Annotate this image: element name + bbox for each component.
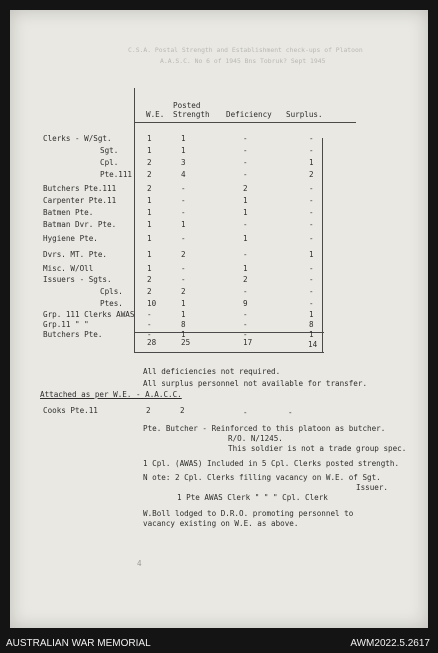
row-label: Pte.111: [100, 170, 133, 179]
row-deficiency: 1: [243, 208, 248, 217]
row-deficiency: -: [243, 320, 248, 329]
col-header-we: W.E.: [146, 110, 165, 119]
page-mark: 4: [137, 559, 142, 568]
row-label: Cpls.: [100, 287, 123, 296]
col-header-deficiency: Deficiency: [226, 110, 272, 119]
total-surplus: 14: [308, 340, 318, 349]
row-posted: -: [181, 196, 186, 205]
row-posted: 2: [181, 250, 186, 259]
row-deficiency: -: [243, 146, 248, 155]
remark-lodged-1: W.Boll lodged to D.R.O. promoting personnel to: [143, 509, 354, 518]
row-label: Grp.11 " ": [43, 320, 89, 329]
row-posted: 8: [181, 320, 186, 329]
total-rule-bottom: [134, 352, 324, 353]
row-posted: -: [181, 275, 186, 284]
row-surplus: 8: [309, 320, 314, 329]
remark-note-2: Issuer.: [356, 483, 389, 492]
row-deficiency: -: [243, 310, 248, 319]
row-surplus: -: [309, 287, 314, 296]
row-deficiency: -: [243, 330, 248, 339]
row-label: Grp. 111 Clerks AWAS: [43, 310, 135, 319]
row-deficiency: -: [243, 287, 248, 296]
row-deficiency: -: [243, 158, 248, 167]
row-label: Hygiene Pte.: [43, 234, 98, 243]
remark-awas: 1 Cpl. (AWAS) Included in 5 Cpl. Clerks posted strength.: [143, 459, 400, 468]
row-posted: -: [181, 184, 186, 193]
row-label: Misc. W/Oll: [43, 264, 94, 273]
archive-footer: [0, 634, 438, 653]
row-posted: -: [181, 208, 186, 217]
row-label: Batman Dvr. Pte.: [43, 220, 117, 229]
row-label: Butchers Pte.: [43, 330, 103, 339]
document-page: [10, 10, 428, 628]
row-we: -: [147, 310, 152, 319]
row-deficiency: 1: [243, 264, 248, 273]
attached-label: Cooks Pte.11: [43, 406, 98, 415]
row-posted: 4: [181, 170, 186, 179]
row-surplus: -: [309, 264, 314, 273]
row-surplus: 1: [309, 158, 314, 167]
remark-butcher-3: This soldier is not a trade group spec.: [228, 444, 407, 453]
row-surplus: -: [309, 275, 314, 284]
row-we: 1: [147, 220, 152, 229]
total-we: 28: [147, 338, 157, 347]
row-deficiency: 2: [243, 275, 248, 284]
row-deficiency: -: [243, 170, 248, 179]
header-rule: [134, 122, 356, 123]
row-deficiency: -: [243, 220, 248, 229]
row-posted: 1: [181, 220, 186, 229]
total-posted: 25: [181, 338, 191, 347]
row-we: 1: [147, 208, 152, 217]
row-posted: 1: [181, 330, 186, 339]
row-surplus: -: [309, 196, 314, 205]
row-label: Batmen Pte.: [43, 208, 94, 217]
attached-we: 2: [146, 406, 151, 415]
attached-posted: 2: [180, 406, 185, 415]
row-label: Cpl.: [100, 158, 119, 167]
footer-institution: AUSTRALIAN WAR MEMORIAL: [6, 638, 151, 649]
row-posted: -: [181, 264, 186, 273]
total-rule-top: [134, 332, 324, 333]
row-surplus: 1: [309, 330, 314, 339]
row-label: Issuers - Sgts.: [43, 275, 112, 284]
row-label: Sgt.: [100, 146, 119, 155]
row-we: 1: [147, 264, 152, 273]
row-deficiency: 9: [243, 299, 248, 308]
row-posted: 2: [181, 287, 186, 296]
row-surplus: -: [309, 146, 314, 155]
row-surplus: -: [309, 134, 314, 143]
row-label: Ptes.: [100, 299, 123, 308]
row-we: -: [147, 330, 152, 339]
row-we: 2: [147, 158, 152, 167]
total-deficiency: 17: [243, 338, 253, 347]
row-we: 1: [147, 146, 152, 155]
row-deficiency: 1: [243, 234, 248, 243]
footer-reference: AWM2022.5.2617: [350, 638, 430, 649]
row-we: 1: [147, 196, 152, 205]
row-surplus: 2: [309, 170, 314, 179]
remark-lodged-2: vacancy existing on W.E. as above.: [143, 519, 299, 528]
row-deficiency: -: [243, 250, 248, 259]
row-we: 2: [147, 287, 152, 296]
col-header-surplus: Surplus.: [286, 110, 323, 119]
row-we: 2: [147, 275, 152, 284]
row-deficiency: 1: [243, 196, 248, 205]
table-right-rule: [322, 138, 323, 352]
attached-heading: Attached as per W.E. - A.A.C.C.: [40, 390, 182, 399]
row-label: Butchers Pte.111: [43, 184, 117, 193]
row-we: 2: [147, 170, 152, 179]
remark-butcher-2: R/O. N/1245.: [228, 434, 283, 443]
row-label: Clerks - W/Sgt.: [43, 134, 112, 143]
note-deficiencies: All deficiencies not required.: [143, 367, 281, 376]
row-we: 1: [147, 134, 152, 143]
row-posted: 1: [181, 134, 186, 143]
remark-butcher-1: Pte. Butcher - Reinforced to this platoon as butcher.: [143, 424, 386, 433]
attached-surplus: -: [288, 408, 293, 417]
col-header-posted: Posted: [173, 101, 201, 110]
remark-note-3: 1 Pte AWAS Clerk " " " Cpl. Clerk: [177, 493, 328, 502]
row-posted: -: [181, 234, 186, 243]
row-surplus: 1: [309, 250, 314, 259]
row-surplus: -: [309, 234, 314, 243]
col-header-strength: Strength: [173, 110, 210, 119]
attached-deficiency: -: [243, 408, 248, 417]
row-we: 10: [147, 299, 157, 308]
row-surplus: -: [309, 220, 314, 229]
remark-note-1: N ote: 2 Cpl. Clerks filling vacancy on W.E. of Sgt.: [143, 473, 381, 482]
row-label: Dvrs. MT. Pte.: [43, 250, 108, 259]
row-posted: 1: [181, 146, 186, 155]
faint-header-line-1: C.S.A. Postal Strength and Establishment check-ups of Platoon: [128, 46, 363, 54]
row-deficiency: -: [243, 134, 248, 143]
row-we: -: [147, 320, 152, 329]
note-surplus: All surplus personnel not available for transfer.: [143, 379, 368, 388]
row-deficiency: 2: [243, 184, 248, 193]
row-we: 1: [147, 234, 152, 243]
row-surplus: -: [309, 299, 314, 308]
row-surplus: 1: [309, 310, 314, 319]
row-label: Carpenter Pte.11: [43, 196, 117, 205]
row-posted: 3: [181, 158, 186, 167]
row-posted: 1: [181, 310, 186, 319]
row-we: 1: [147, 250, 152, 259]
row-surplus: -: [309, 208, 314, 217]
row-we: 2: [147, 184, 152, 193]
faint-header-line-2: A.A.S.C. No 6 of 1945 Bns Tobruk? Sept 1945: [160, 57, 326, 65]
row-surplus: -: [309, 184, 314, 193]
row-posted: 1: [181, 299, 186, 308]
